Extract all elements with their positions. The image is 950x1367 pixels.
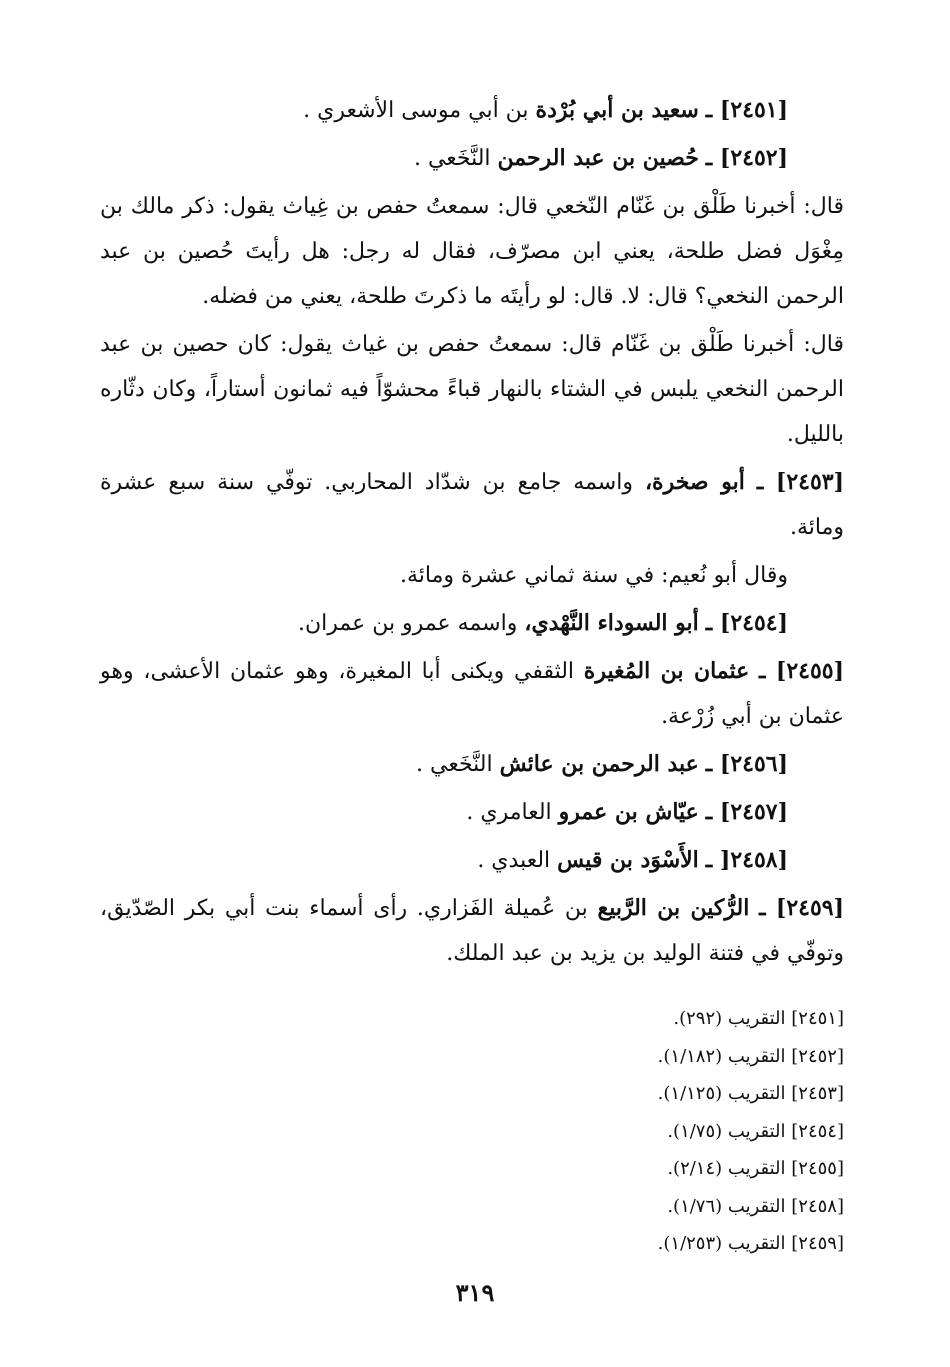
entry-name: أبو صخرة، <box>644 469 745 495</box>
entry-number: [٢٤٥٥] ـ <box>759 658 845 684</box>
entry-name: سعيد بن أبي بُرْدة <box>535 97 699 123</box>
footnote: [٢٤٥٩] التقريب (١/٢٥٣). <box>657 1233 844 1254</box>
entry-text: النَّخَعي . <box>413 146 498 171</box>
entry-text: قال: أخبرنا طَلْق بن غَنّام النّخعي قال: سمعتُ حفص بن غِياث يقول: ذكر مالك بن مِغْوَل فضل طلحة، يعني ابن مصرّف، فقال له رجل: هل رأيتَ حُصين بن عبد الرحمن النخعي؟ قال: لا. قال: لو رأيتَه ما ذكرتَ طلحة، يعني من فضله. <box>100 194 844 309</box>
entry-text: الثقفي ويكنى أبا المغيرة، وهو عثمان الأعشى، وهو عثمان بن أبي زُرْعة. <box>100 659 844 729</box>
entry-text: واسمه عمرو بن عمران. <box>297 611 525 636</box>
footnotes <box>560 1000 844 1263</box>
footnote: [٢٤٥٣] التقريب (١/١٢٥). <box>657 1083 844 1104</box>
entry-number: [٢٤٥٧] ـ <box>705 799 788 825</box>
entry-text: العامري . <box>466 800 559 825</box>
entry-2454 <box>100 601 844 646</box>
entry-number: [٢٤٥١] ـ <box>705 97 788 123</box>
entry-2455 <box>100 649 844 739</box>
paragraph-hussein-1 <box>100 184 844 319</box>
page-number: ٣١٩ <box>455 1278 495 1307</box>
entry-name: عثمان بن المُغيرة <box>583 658 750 684</box>
entry-number: [٢٤٥٩] ـ <box>759 895 844 921</box>
entry-2451 <box>100 88 844 133</box>
entry-name: أبو السوداء النَّهْدي، <box>524 610 699 636</box>
entry-text: وقال أبو نُعيم: في سنة ثماني عشرة ومائة. <box>400 563 788 588</box>
entry-name: حُصين بن عبد الرحمن <box>497 145 699 171</box>
entry-number: [٢٤٥٤] ـ <box>705 610 788 636</box>
entry-2459 <box>100 886 844 976</box>
entry-name: عبد الرحمن بن عائش <box>499 751 699 777</box>
entry-2452 <box>100 136 844 181</box>
entry-number: [٢٤٥٢] ـ <box>705 145 788 171</box>
main-text <box>100 88 844 979</box>
entry-2456 <box>100 742 844 787</box>
entry-2453 <box>100 460 844 550</box>
entry-text: العبدي . <box>477 848 558 873</box>
entry-text: قال: أخبرنا طَلْق بن غَنّام قال: سمعتُ حفص بن غياث يقول: كان حصين بن عبد الرحمن النخعي يلبس في الشتاء بالنهار قباءً محشوّاً فيه ثمانون أستاراً، وكان دثّاره بالليل. <box>100 332 844 447</box>
footnote: [٢٤٥٢] التقريب (١/١٨٢). <box>657 1045 844 1067</box>
entry-name: الرُّكين بن الرَّبيع <box>597 895 750 921</box>
footnote: [٢٤٥٨] التقريب (١/٧٦). <box>667 1195 844 1217</box>
entry-name: الأَسْوَد بن قيس <box>557 847 699 873</box>
entry-number: [٢٤٥٨[ ـ <box>705 847 788 873</box>
entry-2457 <box>100 790 844 835</box>
footnote: [٢٤٥٤] التقريب (١/٧٥). <box>667 1120 844 1142</box>
entry-number: [٢٤٥٣] ـ <box>756 469 844 495</box>
entry-text: النَّخَعي . <box>416 752 500 777</box>
footnote: [٢٤٥٥] التقريب (٢/١٤). <box>667 1158 844 1179</box>
entry-text: بن عُميلة الفَزاري. رأى أسماء بنت أبي بكر الصّدّيق، وتوفّي في فتنة الوليد بن يزيد بن عبد الملك. <box>100 896 844 966</box>
paragraph-abu-nuaim <box>100 553 844 598</box>
entry-name: عيّاش بن عمرو <box>558 799 699 825</box>
entry-text: بن أبي موسى الأشعري . <box>303 98 536 123</box>
entry-number: [٢٤٥٦] ـ <box>705 751 788 777</box>
footnote: [٢٤٥١] التقريب (٢٩٢). <box>673 1008 844 1029</box>
paragraph-hussein-2 <box>100 322 844 457</box>
entry-text: واسمه جامع بن شدّاد المحاربي. توفّي سنة سبع عشرة ومائة. <box>100 470 844 540</box>
entry-2458 <box>100 838 844 883</box>
